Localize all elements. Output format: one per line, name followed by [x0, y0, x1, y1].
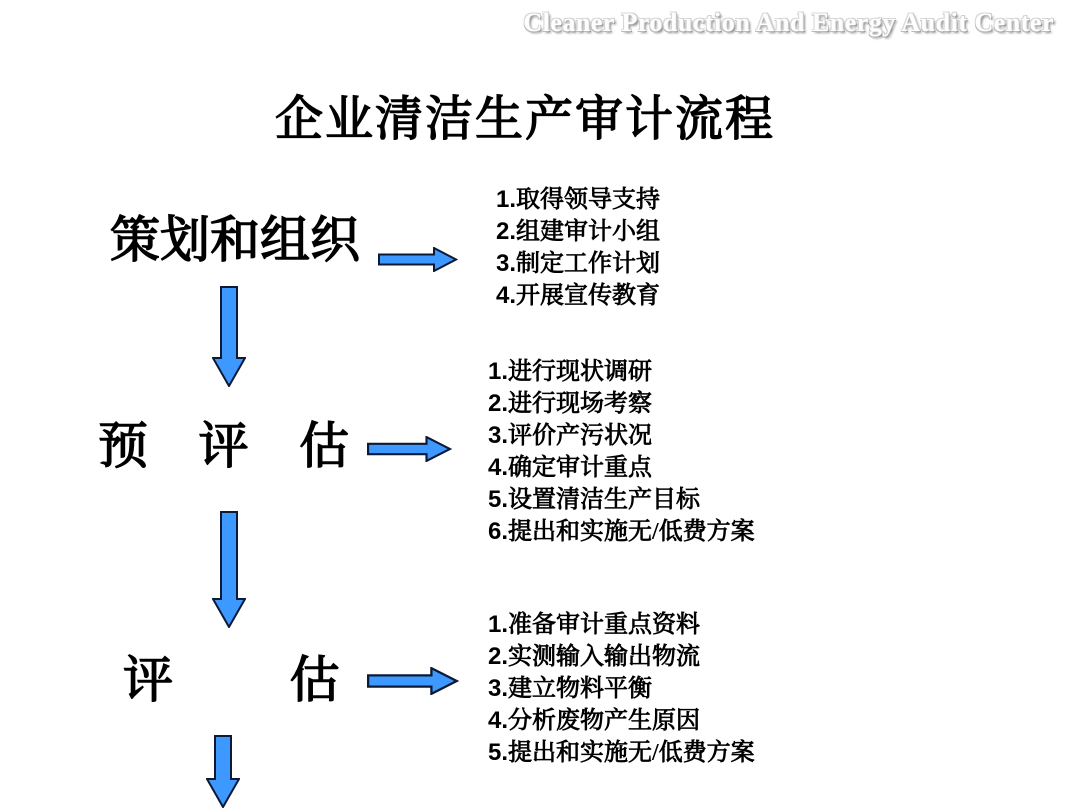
- preevaluation-item-list: [488, 356, 755, 548]
- watermark-text: Cleaner Production And Energy Audit Center: [523, 8, 1054, 37]
- item-text: 组建审计小组: [516, 219, 661, 245]
- item-text: 进行现状调研: [508, 359, 653, 385]
- item-text: 提出和实施无/低费方案: [508, 519, 755, 545]
- stage-label-planning: 策划和组织: [110, 212, 360, 268]
- down-arrow-icon: [206, 735, 240, 808]
- right-arrow-icon: [367, 436, 452, 462]
- list-item: [488, 737, 755, 769]
- list-item: [496, 216, 660, 248]
- down-arrow-icon: [212, 286, 246, 387]
- item-text: 制定工作计划: [516, 251, 661, 277]
- item-text: 建立物料平衡: [508, 676, 653, 702]
- list-item: [488, 641, 755, 673]
- list-item: [488, 609, 755, 641]
- item-number: 3.: [488, 675, 509, 702]
- list-item: [488, 705, 755, 737]
- down-arrow-icon: [212, 511, 246, 628]
- item-text: 分析废物产生原因: [508, 708, 701, 734]
- evaluation-item-list: [488, 609, 755, 769]
- item-number: 1.: [496, 186, 517, 213]
- item-number: 1.: [488, 611, 509, 638]
- item-text: 确定审计重点: [508, 455, 653, 481]
- right-arrow-icon: [378, 247, 458, 272]
- item-text: 提出和实施无/低费方案: [508, 740, 755, 766]
- item-number: 4.: [488, 707, 509, 734]
- stage-label-evaluation: 评 估: [123, 652, 340, 708]
- list-item: [488, 484, 755, 516]
- item-number: 3.: [496, 250, 517, 277]
- list-item: [488, 516, 755, 548]
- item-number: 4.: [488, 454, 509, 481]
- item-text: 准备审计重点资料: [508, 612, 701, 638]
- list-item: [488, 673, 755, 705]
- item-number: 5.: [488, 486, 509, 513]
- item-number: 4.: [496, 282, 517, 309]
- item-text: 实测输入输出物流: [508, 644, 701, 670]
- item-text: 取得领导支持: [516, 187, 661, 213]
- item-number: 2.: [488, 643, 509, 670]
- list-item: [488, 452, 755, 484]
- item-number: 5.: [488, 739, 509, 766]
- list-item: [488, 388, 755, 420]
- stage-label-preevaluation: 预 评 估: [98, 418, 349, 474]
- list-item: [488, 356, 755, 388]
- list-item: [496, 184, 660, 216]
- right-arrow-icon: [367, 667, 459, 695]
- item-number: 2.: [488, 390, 509, 417]
- item-number: 3.: [488, 422, 509, 449]
- list-item: [496, 280, 660, 312]
- item-text: 评价产污状况: [508, 423, 653, 449]
- slide-title: 企业清洁生产审计流程: [274, 93, 775, 146]
- item-number: 1.: [488, 358, 509, 385]
- planning-item-list: [496, 184, 660, 312]
- item-number: 2.: [496, 218, 517, 245]
- item-text: 开展宣传教育: [516, 283, 661, 309]
- list-item: [488, 420, 755, 452]
- list-item: [496, 248, 660, 280]
- item-number: 6.: [488, 518, 509, 545]
- item-text: 进行现场考察: [508, 391, 653, 417]
- item-text: 设置清洁生产目标: [508, 487, 701, 513]
